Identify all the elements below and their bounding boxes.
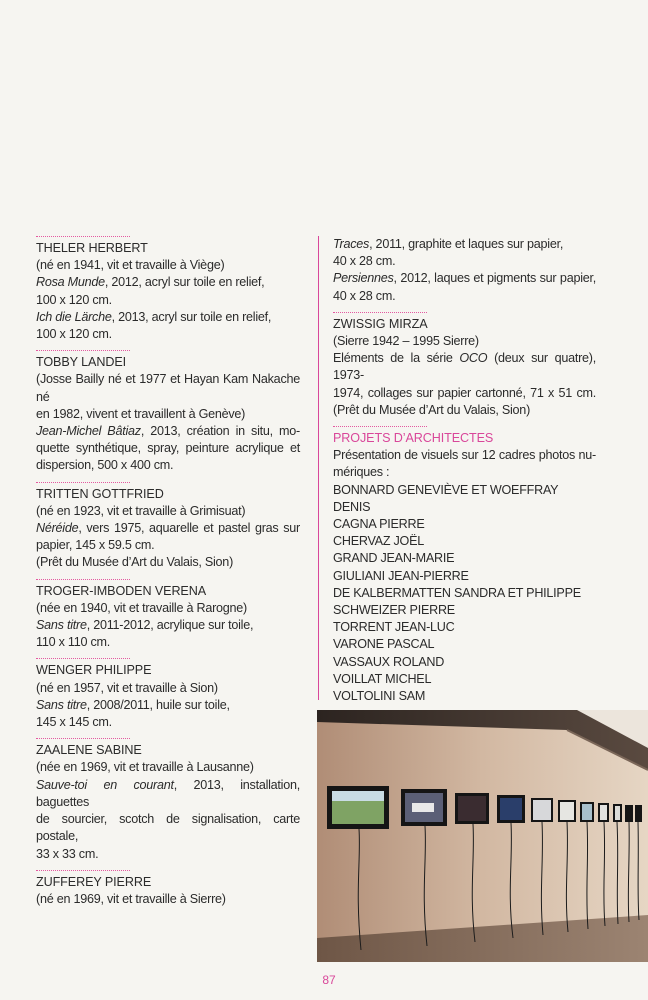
separator <box>333 426 427 427</box>
line-text: (né en 1957, vit et travaille à Sion) <box>36 680 218 695</box>
artist-name: TRITTEN GOTTFRIED <box>36 486 164 501</box>
architect-name: SCHWEIZER PIERRE <box>333 603 455 618</box>
architect-name: DE KALBERMATTEN SANDRA ET PHILIPPE <box>333 585 581 600</box>
artist-entry <box>36 738 300 862</box>
text-line <box>333 270 596 287</box>
text-line <box>333 385 596 402</box>
line-text: , 2013, acryl sur toile en relief, <box>111 309 272 324</box>
exhibition-photo <box>317 710 648 962</box>
text-line <box>333 447 596 464</box>
artist-name: TOBBY LANDEI <box>36 355 127 370</box>
line-text: Eléments de la série <box>333 351 460 366</box>
artwork-title: Traces <box>333 237 370 251</box>
architect-name: VOLTOLINI SAM <box>333 689 426 704</box>
line-text: quette synthétique, spray, peinture acrylique et <box>36 441 300 456</box>
line-text: Présentation de visuels sur 12 cadres photos nu- <box>333 448 596 463</box>
architect-name: VASSAUX ROLAND <box>333 654 445 669</box>
text-line <box>36 617 300 634</box>
architect-name: VARONE PASCAL <box>333 637 435 652</box>
artwork-title: Jean-Michel Bâtiaz <box>36 424 141 439</box>
line-text: mériques : <box>333 465 390 480</box>
line-text: (Prêt du Musée d’Art du Valais, Sion) <box>36 555 234 570</box>
text-line <box>36 423 300 440</box>
text-line <box>36 891 300 908</box>
section-heading: PROJETS D’ARCHITECTES <box>333 431 494 446</box>
artist-name: ZUFFEREY PIERRE <box>36 874 152 889</box>
line-text: (Prêt du Musée d’Art du Valais, Sion) <box>333 402 531 417</box>
artwork-title: Sauve-toi en courant <box>36 777 174 792</box>
separator <box>36 482 130 483</box>
architect-name: BONNARD GENEVIÈVE ET WOEFFRAY DENIS <box>333 482 559 514</box>
text-line <box>36 846 300 863</box>
text-line <box>36 680 300 697</box>
line-text: (Josse Bailly né et 1977 et Hayan Kam Nakache né <box>36 372 300 404</box>
text-line <box>36 600 300 617</box>
gallery-photo-graphic <box>317 710 648 962</box>
separator <box>36 579 130 580</box>
separator <box>36 870 130 871</box>
text-line <box>36 257 300 274</box>
continuation-block <box>333 236 596 305</box>
text-line <box>36 326 300 343</box>
text-line <box>36 697 300 714</box>
text-line <box>36 292 300 309</box>
artist-entry <box>36 350 300 474</box>
line-text: 100 x 120 cm. <box>36 327 112 342</box>
line-text: (né en 1923, vit et travaille à Grimisuat) <box>36 503 246 518</box>
text-line <box>36 759 300 776</box>
architect-name: GRAND JEAN-MARIE <box>333 551 455 566</box>
text-line <box>36 777 300 811</box>
artist-name: TROGER-IMBODEN VERENA <box>36 583 207 598</box>
line-text: (Sierre 1942 – 1995 Sierre) <box>333 334 479 349</box>
text-line <box>36 440 300 457</box>
artist-entry <box>36 579 300 652</box>
line-text: 145 x 145 cm. <box>36 715 112 730</box>
line-text: dispersion, 500 x 400 cm. <box>36 458 174 473</box>
architect-name: CAGNA PIERRE <box>333 517 425 532</box>
line-text: 100 x 120 cm. <box>36 292 112 307</box>
architect-name: VOILLAT MICHEL <box>333 671 432 686</box>
line-text: 110 x 110 cm. <box>36 635 110 650</box>
page-number: 87 <box>322 973 336 987</box>
architect-name: CHERVAZ JOËL <box>333 534 425 549</box>
artist-entry <box>36 870 300 908</box>
artwork-title: Sans titre <box>36 618 87 633</box>
text-line <box>333 236 596 253</box>
line-text: (née en 1969, vit et travaille à Lausanne) <box>36 760 254 775</box>
artwork-title: Ich die Lärche <box>36 309 112 324</box>
artist-entry <box>36 482 300 572</box>
text-line <box>333 333 596 350</box>
line-text: , 2011, graphite et laques sur papier, <box>369 237 564 251</box>
text-line <box>36 811 300 845</box>
artwork-title: Sans titre <box>36 697 87 712</box>
text-line <box>36 371 300 405</box>
left-column <box>36 236 300 915</box>
line-text: papier, 145 x 59.5 cm. <box>36 538 155 553</box>
text-line <box>36 634 300 651</box>
architects-section <box>333 426 596 705</box>
separator <box>36 236 130 237</box>
text-line <box>36 309 300 326</box>
separator <box>333 312 427 313</box>
text-line <box>36 406 300 423</box>
line-text: 40 x 28 cm. <box>333 288 396 303</box>
separator <box>36 350 130 351</box>
artwork-title: Néréide <box>36 521 79 536</box>
line-text: , 2012, laques et pigments sur papier, <box>393 271 596 286</box>
line-text: de sourcier, scotch de signalisation, carte postale, <box>36 812 300 844</box>
separator <box>36 658 130 659</box>
line-text: en 1982, vivent et travaillent à Genève) <box>36 406 246 421</box>
line-text: (deux sur quatre), 1973- <box>333 351 596 383</box>
text-line <box>36 457 300 474</box>
architect-name: GIULIANI JEAN-PIERRE <box>333 568 469 583</box>
text-line <box>333 464 596 481</box>
architects-list <box>333 482 596 706</box>
text-line <box>333 253 596 270</box>
line-text: , 2012, acryl sur toile en relief, <box>104 275 265 290</box>
artist-entry <box>36 236 300 343</box>
text-line <box>36 537 300 554</box>
artwork-title: OCO <box>459 351 488 366</box>
text-line <box>36 554 300 571</box>
text-line <box>36 503 300 520</box>
text-line <box>333 402 596 419</box>
column-divider <box>318 236 319 700</box>
artwork-title: Rosa Munde <box>36 275 105 290</box>
artist-entry <box>36 658 300 731</box>
line-text: (né en 1941, vit et travaille à Viège) <box>36 258 225 273</box>
artist-entry <box>333 312 596 419</box>
line-text: (né en 1969, vit et travaille à Sierre) <box>36 891 226 906</box>
text-line <box>333 288 596 305</box>
line-text: , 2011-2012, acrylique sur toile, <box>86 618 254 633</box>
line-text: , 2013, création in situ, mo- <box>140 424 300 439</box>
line-text: 1974, collages sur papier cartonné, 71 x 51 cm. <box>333 385 596 400</box>
artist-name: ZAALENE SABINE <box>36 743 142 758</box>
line-text: 40 x 28 cm. <box>333 254 396 269</box>
artist-name: WENGER PHILIPPE <box>36 663 152 678</box>
separator <box>36 738 130 739</box>
line-text: , 2013, installation, baguettes <box>36 777 300 809</box>
right-column <box>333 236 596 705</box>
line-text: , vers 1975, aquarelle et pastel gras sur <box>78 521 300 536</box>
line-text: , 2008/2011, huile sur toile, <box>86 697 230 712</box>
artwork-title: Persiennes <box>333 271 394 286</box>
text-line <box>36 274 300 291</box>
artist-name: ZWISSIG MIRZA <box>333 316 428 331</box>
artist-name: THELER HERBERT <box>36 241 148 255</box>
line-text: (née en 1940, vit et travaille à Rarogne) <box>36 600 247 615</box>
text-line <box>36 520 300 537</box>
section-intro <box>333 447 596 481</box>
text-line <box>36 714 300 731</box>
text-line <box>333 350 596 384</box>
architect-name: TORRENT JEAN-LUC <box>333 620 455 635</box>
line-text: 33 x 33 cm. <box>36 846 99 861</box>
